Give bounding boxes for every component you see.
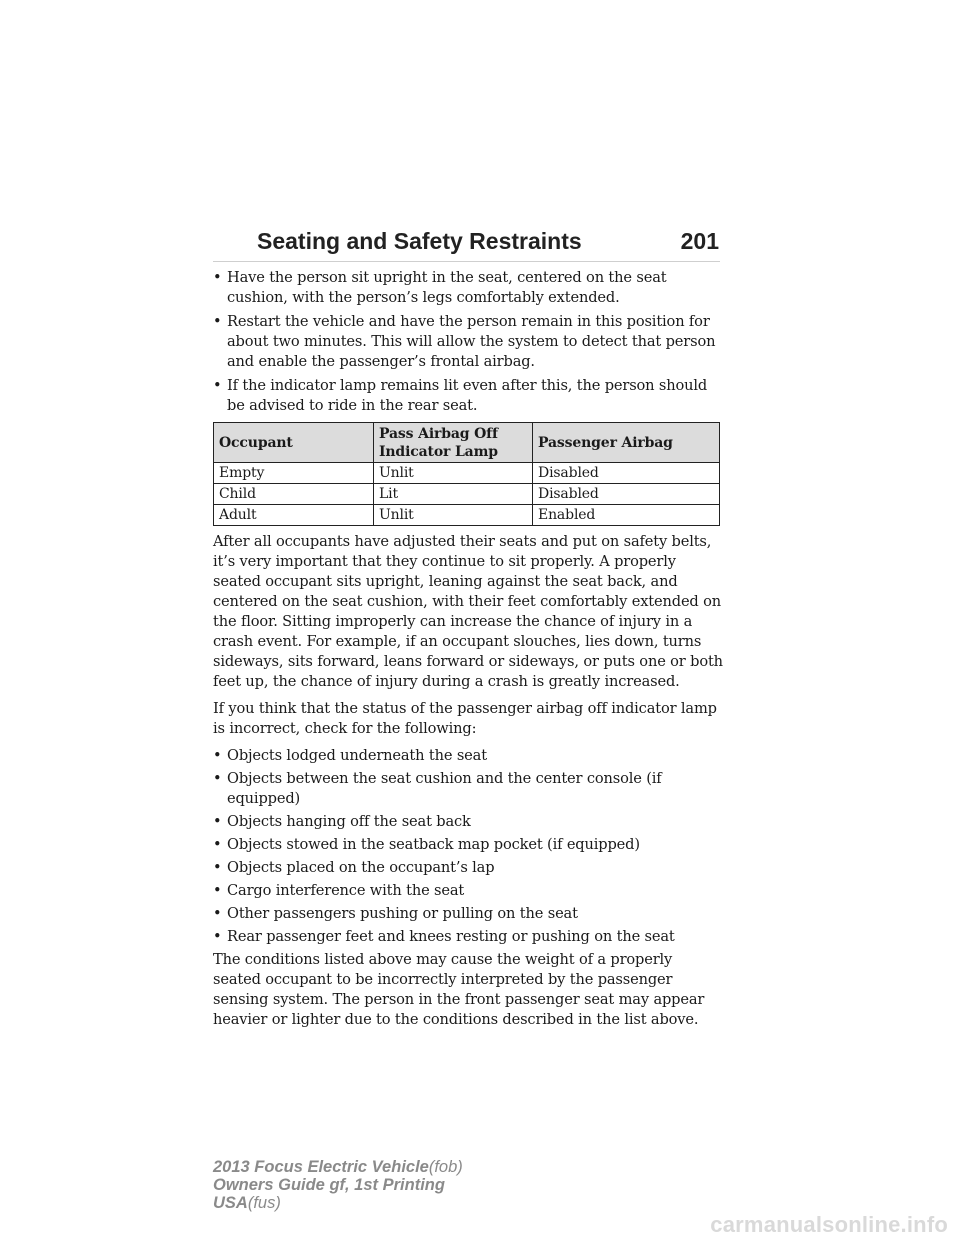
footer-line: 2013 Focus Electric Vehicle(fob): [213, 1158, 463, 1176]
airbag-status-table: [213, 422, 720, 526]
bullet-icon: •: [213, 269, 222, 286]
footer-line: USA(fus): [213, 1194, 281, 1212]
list-item: • Other passengers pushing or pulling on the seat: [213, 905, 578, 922]
body-paragraph: If you think that the status of the passenger airbag off indicator lamp is incorrect, check for the following:: [213, 700, 717, 737]
column-header: Occupant: [214, 423, 374, 463]
list-item: • Objects placed on the occupant’s lap: [213, 859, 495, 876]
header-divider: [213, 261, 720, 262]
footer-line: Owners Guide gf, 1st Printing: [213, 1176, 445, 1194]
table-cell: Lit: [374, 484, 533, 505]
list-item: • Objects between the seat cushion and the center console (if equipped): [213, 770, 662, 807]
list-item: • Restart the vehicle and have the person remain in this position for about two minutes. This will allow the system to detect that person and enable the passenger’s frontal airbag.: [213, 313, 716, 370]
table-cell: Unlit: [374, 463, 533, 484]
bullet-icon: •: [213, 905, 222, 922]
bullet-icon: •: [213, 813, 222, 830]
bullet-icon: •: [213, 377, 222, 394]
list-item: • Objects stowed in the seatback map pocket (if equipped): [213, 836, 640, 853]
page-footer: [213, 1158, 463, 1212]
check-list: [213, 746, 723, 947]
watermark: carmanualsonline.info: [710, 1212, 948, 1237]
instruction-list: [213, 268, 723, 417]
table-row: [214, 463, 720, 484]
table-row: [214, 505, 720, 526]
column-header: Passenger Airbag: [533, 423, 720, 463]
list-item: • Objects hanging off the seat back: [213, 813, 471, 830]
table-cell: Enabled: [533, 505, 720, 526]
body-paragraph: The conditions listed above may cause the weight of a properly seated occupant to be incorrectly interpreted by the passenger sensing system. The person in the front passenger seat may appear heavier or lighter due to the conditions described in the list above.: [213, 951, 705, 1028]
body-paragraph: After all occupants have adjusted their seats and put on safety belts, it’s very important that they continue to sit properly. A properly seated occupant sits upright, leaning against the seat back, and centered on the seat cushion, with their feet comfortably extended on the floor. Sitting improperly can increase the chance of injury in a crash event. For example, if an occupant slouches, lies down, turns sideways, sits forward, leans forward or sideways, or puts one or both feet up, the chance of injury during a crash is greatly increased.: [213, 533, 723, 690]
page-number: 201: [680, 228, 719, 254]
list-item: • If the indicator lamp remains lit even after this, the person should be advised to ride in the rear seat.: [213, 377, 708, 414]
running-header: [257, 228, 719, 262]
table-cell: Unlit: [374, 505, 533, 526]
table-row: [214, 484, 720, 505]
bullet-icon: •: [213, 313, 222, 330]
column-header: Pass Airbag Off Indicator Lamp: [374, 423, 533, 463]
page-content: [213, 268, 723, 1037]
bullet-icon: •: [213, 836, 222, 853]
list-item: • Cargo interference with the seat: [213, 882, 465, 899]
table-header-row: [214, 423, 720, 463]
bullet-icon: •: [213, 747, 222, 764]
bullet-icon: •: [213, 928, 222, 945]
table-cell: Disabled: [533, 463, 720, 484]
bullet-icon: •: [213, 859, 222, 876]
bullet-icon: •: [213, 882, 222, 899]
table-cell: Empty: [214, 463, 374, 484]
table-cell: Disabled: [533, 484, 720, 505]
list-item: • Have the person sit upright in the seat, centered on the seat cushion, with the person’s legs comfortably extended.: [213, 269, 667, 306]
list-item: • Objects lodged underneath the seat: [213, 747, 487, 764]
section-title: Seating and Safety Restraints: [257, 228, 582, 254]
list-item: • Rear passenger feet and knees resting or pushing on the seat: [213, 928, 675, 945]
table-cell: Adult: [214, 505, 374, 526]
bullet-icon: •: [213, 770, 222, 787]
table-cell: Child: [214, 484, 374, 505]
